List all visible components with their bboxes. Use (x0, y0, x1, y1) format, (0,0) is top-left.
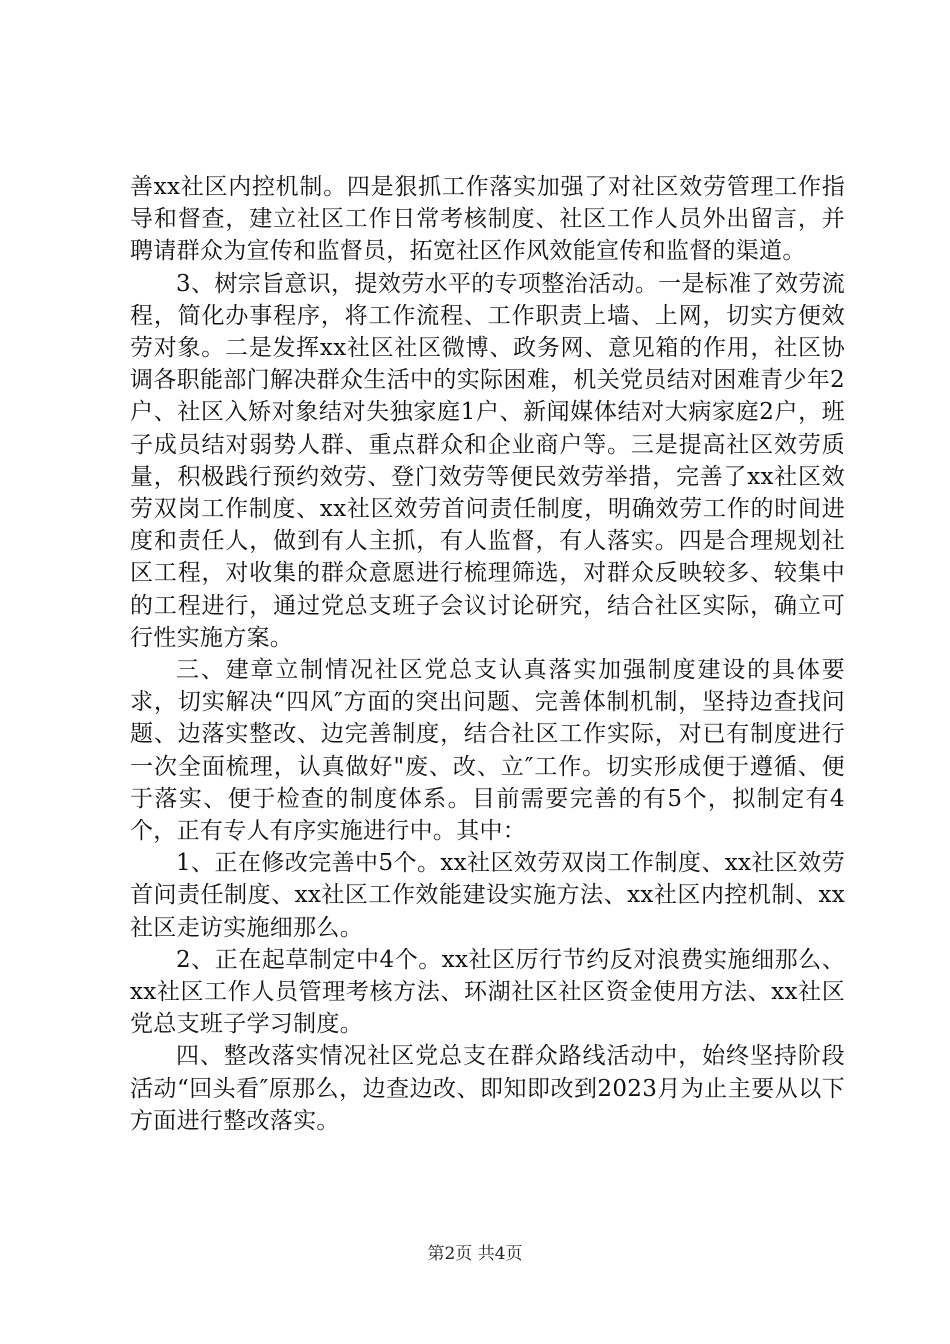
page-number-footer: 第2页 共4页 (427, 1244, 523, 1264)
paragraph-drafting-rules: 2、正在起草制定中4个。xx社区厉行节约反对浪费实施细那么、xx社区工作人员管理考核方法、环湖社区社区资金使用方法、xx社区党总支班子学习制度。 (130, 946, 845, 1038)
paragraph-continued: 善xx社区内控机制。四是狠抓工作落实加强了对社区效劳管理工作指导和督查，建立社区工作日常考核制度、社区工作人员外出留言，并聘请群众为宣传和监督员，拓宽社区作风效能宣传和监督的渠道。 (130, 174, 845, 265)
document-body (130, 171, 845, 1137)
paragraph-rectification-status: 四、整改落实情况社区党总支在群众路线活动中，始终坚持阶段活动“回头看″原那么，边查边改、即知即改到2023月为止主要从以下方面进行整改落实。 (130, 1043, 845, 1134)
paragraph-revising-rules: 1、正在修改完善中5个。xx社区效劳双岗工作制度、xx社区效劳首问责任制度、xx社区工作效能建设实施方法、xx社区内控机制、xx社区走访实施细那么。 (130, 850, 845, 941)
paragraph-service-rectification: 3、树宗旨意识，提效劳水平的专项整治活动。一是标准了效劳流程，简化办事程序，将工作流程、工作职责上墙、上网，切实方便效劳对象。二是发挥xx社区社区微博、政务网、意见箱的作用，社区协调各职能部门解决群众生活中的实际困难，机关党员结对困难青少年2户、社区入矫对象结对失独家庭1户、新闻媒体结对大病家庭2户，班子成员结对弱势人群、重点群众和企业商户等。三是提高社区效劳质量，积极践行预约效劳、登门效劳等便民效劳举措，完善了xx社区效劳双岗工作制度、xx社区效劳首问责任制度，明确效劳工作的时间进度和责任人，做到有人主抓，有人监督，有人落实。四是合理规划社区工程，对收集的群众意愿进行梳理筛选，对群众反映较多、较集中的工程进行，通过党总支班子会议讨论研究，结合社区实际，确立可行性实施方案。 (130, 270, 845, 651)
paragraph-system-building: 三、建章立制情况社区党总支认真落实加强制度建设的具体要求，切实解决“四风″方面的突出问题、完善体制机制，坚持边查找问题、边落实整改、边完善制度，结合社区工作实际，对已有制度进行一次全面梳理，认真做好"废、改、立″工作。切实形成便于遵循、便于落实、便于检查的制度体系。目前需要完善的有5个，拟制定有4个，正有专人有序实施进行中。其中： (130, 657, 845, 845)
